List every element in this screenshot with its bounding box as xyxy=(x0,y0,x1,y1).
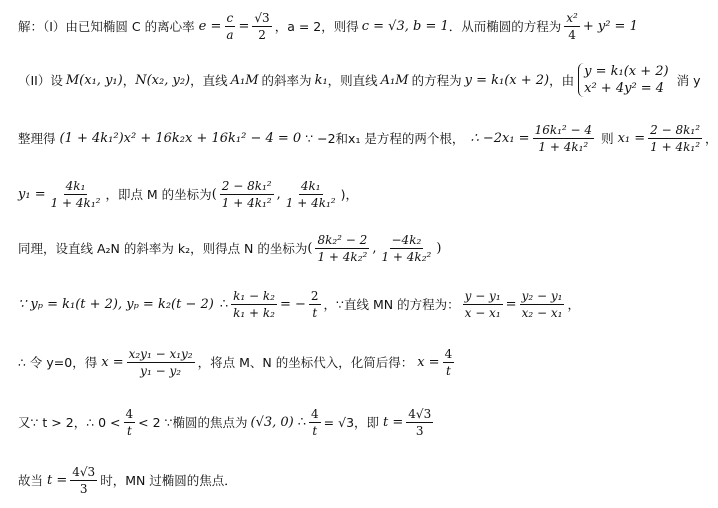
therefore-sign: ∴ xyxy=(219,296,229,312)
line2-text-d: 的方程为 xyxy=(411,73,462,88)
fraction-x2-over-4 xyxy=(564,10,580,43)
point-n: N(x₂, y₂) xyxy=(135,72,191,88)
fraction-denominator: t xyxy=(312,305,318,320)
solution-line-3 xyxy=(18,118,718,158)
fraction-denominator: t xyxy=(126,423,132,438)
fraction-numerator: 2 xyxy=(310,288,319,303)
fraction-m-y xyxy=(284,178,338,211)
paren-close: )， xyxy=(340,187,359,202)
fraction-numerator: y − y₁ xyxy=(464,288,501,303)
line7-text-a: ，将点 M、N 的坐标代入，化简后得： xyxy=(197,355,414,370)
fraction-numerator: x² xyxy=(566,10,578,25)
fraction-x-intercept xyxy=(127,346,195,379)
t-label: t = xyxy=(383,414,404,430)
fraction-numerator: y₂ − y₁ xyxy=(521,288,563,303)
line3-text-a: ∵ −2和x₁ 是方程的两个根， xyxy=(305,131,465,146)
equation-system xyxy=(578,63,669,97)
fraction-numerator: √3 xyxy=(254,10,270,25)
eccentricity-label: e = xyxy=(198,18,222,34)
line8-text: 又∵ t > 2，∴ 0 < xyxy=(18,415,121,430)
line1-text: 解：（I）由已知椭圆 C 的离心率 xyxy=(18,19,195,34)
fraction-denominator: 1 + 4k₁² xyxy=(221,195,272,210)
x-label: x = xyxy=(417,354,440,370)
fraction-m-x xyxy=(220,178,274,211)
fraction-4-over-t xyxy=(443,346,455,379)
line1-text-b: ．从而椭圆的方程为 xyxy=(448,19,562,34)
fraction-numerator: 4 xyxy=(125,406,134,421)
fraction-numerator: −4k₂ xyxy=(391,232,422,247)
line3-text-b: 则 xyxy=(601,131,614,146)
comma: ， xyxy=(705,131,718,146)
fraction-n-y xyxy=(379,232,433,265)
line-a1m: A₁M xyxy=(230,72,259,88)
fraction-numerator: c xyxy=(226,10,234,25)
fraction-numerator: 8k₂² − 2 xyxy=(317,232,368,247)
line2-text-b: 的斜率为 xyxy=(261,73,312,88)
fraction-x1 xyxy=(648,122,702,155)
paren-open: ( xyxy=(307,240,313,256)
fraction-k-ratio xyxy=(231,288,277,321)
line3-text: 整理得 xyxy=(18,131,56,146)
line-equation: y = k₁(x + 2) xyxy=(464,72,550,88)
fraction-numerator: 2 − 8k₁² xyxy=(221,178,272,193)
solution-line-2 xyxy=(18,60,701,100)
cb-values: c = √3, b = 1 xyxy=(361,18,449,34)
solution-line-9 xyxy=(18,460,674,500)
system-equation-2: x² + 4y² = 4 xyxy=(584,81,665,96)
line2-text-f: 消 y xyxy=(676,73,701,88)
fraction-numerator: 2 − 8k₁² xyxy=(650,122,701,137)
equals-sign: = xyxy=(238,18,250,34)
line8-text-b: = √3，即 xyxy=(323,415,380,430)
line9-text-a: 时，MN 过椭圆的焦点． xyxy=(100,473,237,488)
line2-text-e: ，由 xyxy=(549,73,575,88)
fraction-t-value xyxy=(70,464,97,497)
fraction-sqrt3-over-2 xyxy=(252,10,271,43)
fraction-2-over-t xyxy=(309,288,321,321)
yp-equations: ∵ yₚ = k₁(t + 2), yₚ = k₂(t − 2) xyxy=(18,296,214,312)
quadratic-equation: (1 + 4k₁²)x² + 16k₂x + 16k₁² − 4 = 0 xyxy=(59,130,302,146)
solution-line-8 xyxy=(18,402,674,442)
line4-text: ，即点 M 的坐标为 xyxy=(105,187,212,202)
fraction-denominator: k₁ + k₂ xyxy=(233,305,275,320)
fraction-denominator: 4 xyxy=(568,27,576,42)
fraction-numerator: 4 xyxy=(311,406,319,421)
fraction-n-x xyxy=(315,232,369,265)
solution-line-5 xyxy=(18,228,674,268)
fraction-t-value xyxy=(406,406,433,439)
fraction-4-over-t xyxy=(124,406,136,439)
ellipse-equation-tail: + y² = 1 xyxy=(582,18,638,34)
fraction-numerator: 4√3 xyxy=(408,406,432,421)
fraction-denominator: x₂ − x₁ xyxy=(521,305,563,320)
paren-open: ( xyxy=(211,186,217,202)
fraction-y1 xyxy=(49,178,103,211)
fraction-line-rhs xyxy=(520,288,565,321)
t-label: t = xyxy=(47,472,68,488)
fraction-c-over-a xyxy=(224,10,235,43)
line-a1m: A₁M xyxy=(380,72,409,88)
slope-k1: k₁ xyxy=(314,72,328,88)
fraction-denominator: 2 xyxy=(258,27,266,42)
comma: , xyxy=(372,240,377,256)
fraction-denominator: a xyxy=(226,27,234,42)
line2-text-c: ，则直线 xyxy=(327,73,378,88)
equals-minus: = − xyxy=(279,296,306,312)
fraction-denominator: y₁ − y₂ xyxy=(140,363,182,378)
paren-close: ) xyxy=(436,240,442,256)
fraction-numerator: 4k₁ xyxy=(300,178,321,193)
point-m: M(x₁, y₁) xyxy=(65,72,123,88)
fraction-denominator: t xyxy=(312,423,318,438)
focus-point: (√3, 0) xyxy=(250,414,294,430)
line7-text: ∴ 令 y=0，得 xyxy=(18,355,98,370)
fraction-numerator: 4k₁ xyxy=(65,178,86,193)
fraction-denominator: x − x₁ xyxy=(464,305,501,320)
fraction-denominator: 1 + 4k₁² xyxy=(285,195,336,210)
x-label: x = xyxy=(101,354,124,370)
line5-text: 同理，设直线 A₂N 的斜率为 k₂，则得点 N 的坐标为 xyxy=(18,241,308,256)
line6-text: ，∵直线 MN 的方程为： xyxy=(323,297,460,312)
fraction-numerator: k₁ − k₂ xyxy=(233,288,275,303)
fraction-denominator: 3 xyxy=(415,423,424,438)
line2-text-a: ，直线 xyxy=(190,73,228,88)
fraction-numerator: 4 xyxy=(444,346,453,361)
line8-text-a: < 2 ∵椭圆的焦点为 xyxy=(138,415,248,430)
comma: ， xyxy=(122,73,136,88)
comma: ， xyxy=(567,297,580,312)
x1-label: x₁ = xyxy=(617,130,646,146)
system-equation-1: y = k₁(x + 2) xyxy=(584,64,669,79)
fraction-denominator: t xyxy=(445,363,451,378)
fraction-denominator: 1 + 4k₂² xyxy=(317,249,368,264)
solution-line-4 xyxy=(18,174,674,214)
solution-line-1 xyxy=(18,6,674,46)
therefore-sign: ∴ xyxy=(297,414,307,430)
fraction-line-lhs xyxy=(463,288,503,321)
fraction-denominator: 1 + 4k₁² xyxy=(650,139,701,154)
equals-sign: = xyxy=(505,296,517,312)
line2-text: （II）设 xyxy=(18,73,63,88)
product-of-roots: ∴ −2x₁ = xyxy=(470,130,530,146)
fraction-numerator: 16k₁² − 4 xyxy=(534,122,593,137)
fraction-denominator: 1 + 4k₂² xyxy=(381,249,432,264)
fraction-denominator: 1 + 4k₁² xyxy=(538,139,589,154)
fraction-numerator: x₂y₁ − x₁y₂ xyxy=(128,346,193,361)
comma: , xyxy=(276,186,281,202)
fraction-denominator: 1 + 4k₁² xyxy=(50,195,101,210)
solution-line-6 xyxy=(18,284,674,324)
solution-line-7 xyxy=(18,342,674,382)
y1-label: y₁ = xyxy=(18,186,46,202)
fraction-4-over-t xyxy=(309,406,321,439)
fraction-denominator: 3 xyxy=(79,481,88,496)
fraction-root-product xyxy=(533,122,594,155)
line1-text-a: ，a = 2，则得 xyxy=(274,19,359,34)
line9-text: 故当 xyxy=(18,473,44,488)
fraction-numerator: 4√3 xyxy=(72,464,96,479)
